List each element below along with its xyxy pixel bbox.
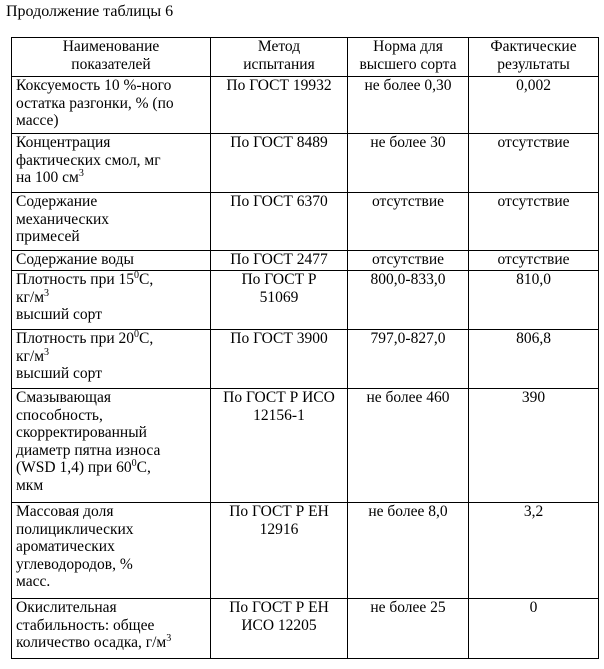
table-row-coke [12,77,599,134]
table-row-impurities [12,193,599,251]
table-row-pah [12,503,599,599]
cell-name: Массовая доля полициклических ароматических углеводородов, % масс. [12,503,211,599]
cell-norm: отсутствие [348,251,469,271]
cell-method: По ГОСТ 8489 [211,134,348,193]
cell-name: Плотность при $15^0С$, $кг/м^3$ высший сорт [12,271,211,330]
cell-name: Коксуемость 10 %-ного остатка разгонки, % (по массе) [12,77,211,134]
cell-method: По ГОСТ Р ЕН ИСО 12205 [211,599,348,659]
cell-fact: 0 [469,599,599,659]
table-row-lubricity [12,389,599,503]
table-row-resins [12,134,599,193]
cell-fact: отсутствие [469,134,599,193]
cell-norm: не более 0,30 [348,77,469,134]
cell-fact: 0,002 [469,77,599,134]
header-norm: Норма для высшего сорта [348,38,469,77]
cell-method: По ГОСТ 6370 [211,193,348,251]
cell-norm: 797,0-827,0 [348,330,469,389]
cell-fact: 3,2 [469,503,599,599]
cell-method: По ГОСТ 19932 [211,77,348,134]
table-caption: Продолжение таблицы 6 [6,3,174,20]
table-row-density-15 [12,271,599,330]
cell-fact: отсутствие [469,193,599,251]
cell-norm: не более 460 [348,389,469,503]
cell-fact: 806,8 [469,330,599,389]
cell-name: Окислительная стабильность: общее количество осадка, $г/м^3$ [12,599,211,659]
cell-norm: 800,0-833,0 [348,271,469,330]
specification-table [11,37,599,659]
cell-method: По ГОСТ Р 51069 [211,271,348,330]
cell-name: Содержание воды [12,251,211,271]
cell-name: Смазывающая способность, скорректированный диаметр пятна износа (WSD 1,4) при $60^0С$, мкм [12,389,211,503]
cell-fact: 810,0 [469,271,599,330]
cell-norm: не более 25 [348,599,469,659]
cell-method: По ГОСТ 2477 [211,251,348,271]
header-method: Метод испытания [211,38,348,77]
cell-norm: отсутствие [348,193,469,251]
table-header-row [12,38,599,77]
table-row-density-20 [12,330,599,389]
header-fact: Фактические результаты [469,38,599,77]
cell-norm: не более 30 [348,134,469,193]
cell-fact: отсутствие [469,251,599,271]
cell-name: Содержание механических примесей [12,193,211,251]
cell-method: По ГОСТ Р ЕН 12916 [211,503,348,599]
header-name: Наименование показателей [12,38,211,77]
cell-norm: не более 8,0 [348,503,469,599]
cell-fact: 390 [469,389,599,503]
cell-name: Плотность при $20^0С$, $кг/м^3$ высший сорт [12,330,211,389]
table-row-water [12,251,599,271]
cell-method: По ГОСТ 3900 [211,330,348,389]
cell-method: По ГОСТ Р ИСО 12156-1 [211,389,348,503]
table-row-oxidation [12,599,599,659]
cell-name: Концентрация фактических смол, мг на 100 $см^3$ [12,134,211,193]
